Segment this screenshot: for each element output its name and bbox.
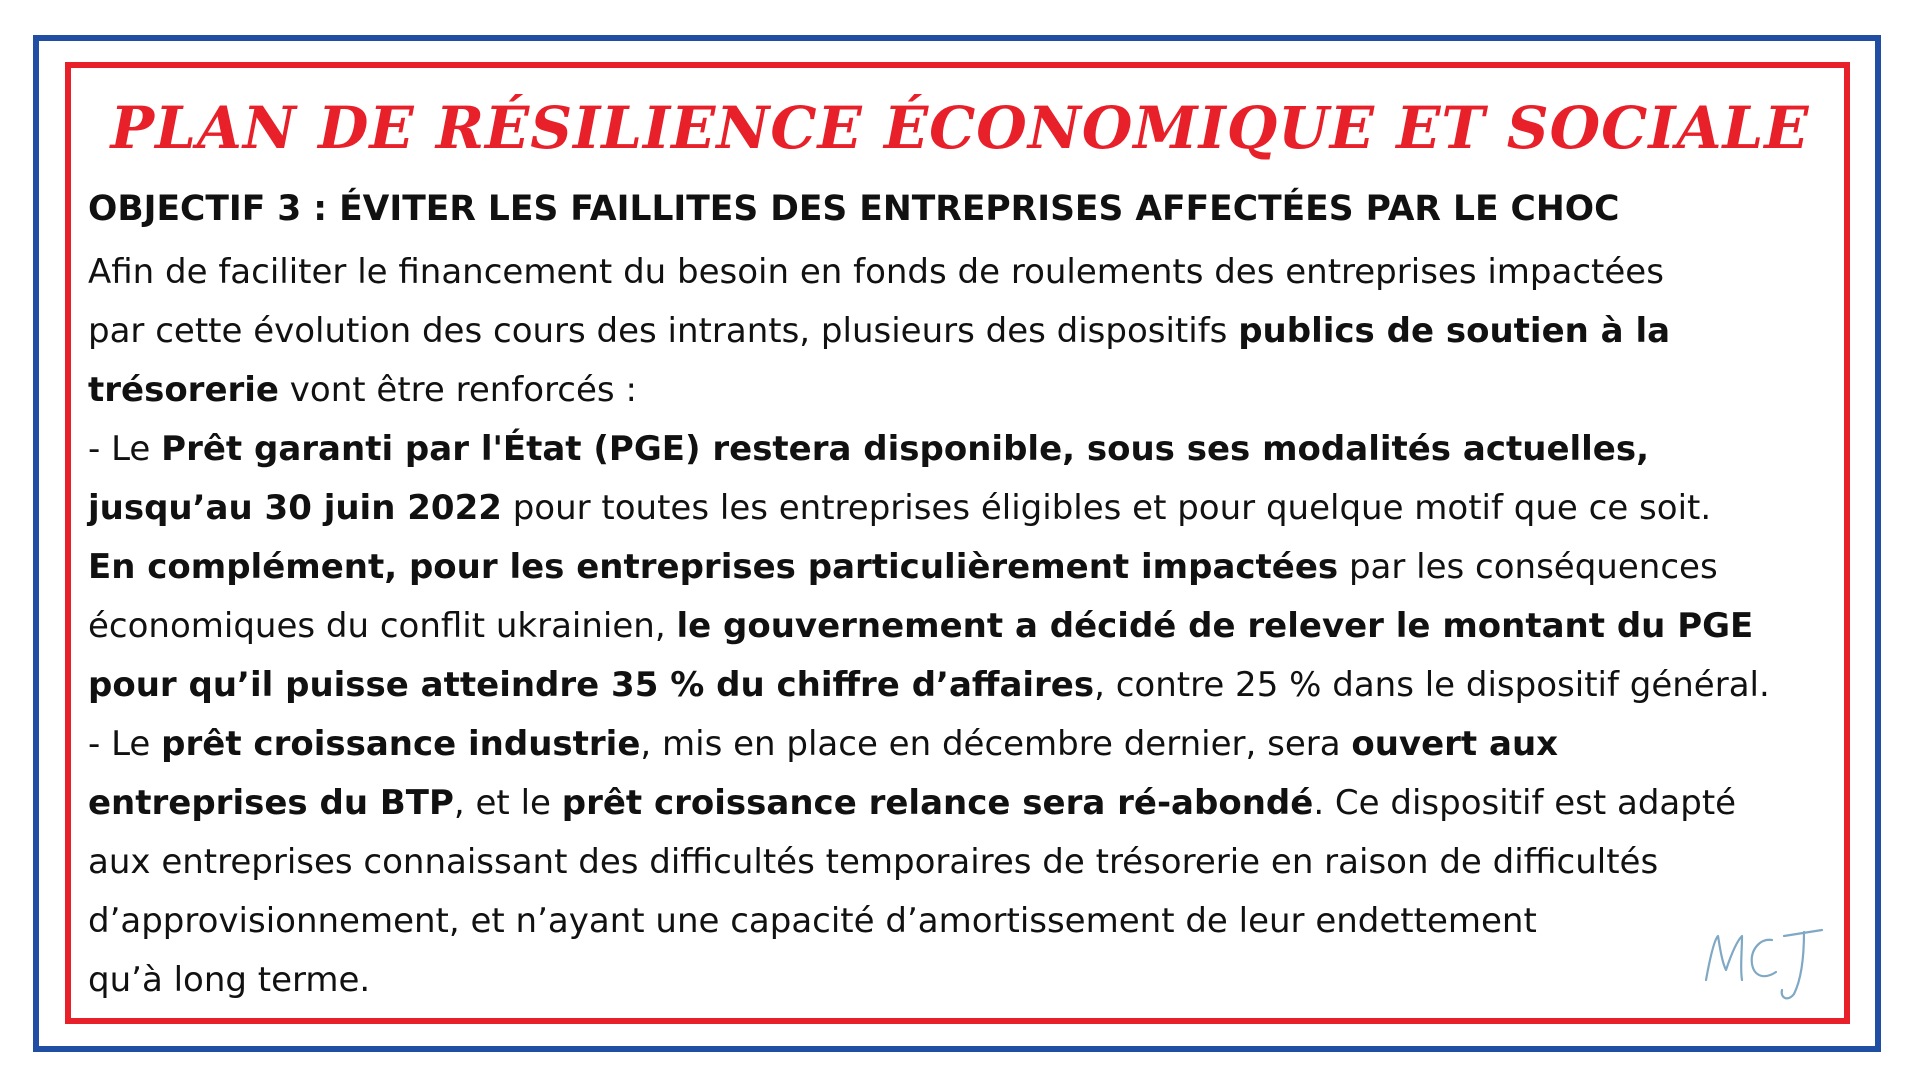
- bold-text: trésorerie: [88, 370, 279, 410]
- body-paragraph: [88, 243, 1858, 1010]
- bold-text: jusqu’au 30 juin 2022: [88, 488, 502, 528]
- plain-text: . Ce dispositif est adapté: [1313, 783, 1737, 823]
- signature-logo: [1700, 918, 1830, 1008]
- text-line: [88, 774, 1858, 833]
- plain-text: d’approvisionnement, et n’ayant une capacité d’amortissement de leur endettement: [88, 901, 1537, 941]
- plain-text: , mis en place en décembre dernier, sera: [640, 724, 1352, 764]
- bold-text: prêt croissance relance sera ré-abondé: [561, 783, 1314, 823]
- plain-text: - Le: [88, 724, 162, 764]
- bold-text: En complément, pour les entreprises particulièrement impactées: [88, 547, 1339, 587]
- text-line: [88, 479, 1858, 538]
- plain-text: par les conséquences: [1338, 547, 1718, 587]
- plain-text: pour toutes les entreprises éligibles et pour quelque motif que ce soit.: [501, 488, 1712, 528]
- bold-text: le gouvernement a décidé de relever le montant du PGE: [676, 606, 1754, 646]
- document-title: PLAN DE RÉSILIENCE ÉCONOMIQUE ET SOCIALE: [110, 94, 1810, 162]
- text-line: [88, 597, 1858, 656]
- bold-text: ouvert aux: [1351, 724, 1559, 764]
- bold-text: publics de soutien à la: [1238, 311, 1671, 351]
- plain-text: économiques du conflit ukrainien,: [88, 606, 677, 646]
- text-line: [88, 538, 1858, 597]
- text-line: [88, 302, 1858, 361]
- signature-text: MCJ: [1763, 1006, 1767, 1007]
- plain-text: aux entreprises connaissant des difficultés temporaires de trésorerie en raison de difficultés: [88, 842, 1659, 882]
- text-line: [88, 892, 1858, 951]
- plain-text: - Le: [88, 429, 162, 469]
- objective-heading: OBJECTIF 3 : ÉVITER LES FAILLITES DES ENTREPRISES AFFECTÉES PAR LE CHOC: [88, 189, 1620, 229]
- bold-text: pour qu’il puisse atteindre 35 % du chiffre d’affaires: [88, 665, 1095, 705]
- text-line: [88, 951, 1858, 1010]
- plain-text: qu’à long terme.: [88, 960, 371, 1000]
- text-line: [88, 656, 1858, 715]
- bold-text: entreprises du BTP: [88, 783, 454, 823]
- text-line: [88, 361, 1858, 420]
- plain-text: par cette évolution des cours des intrants, plusieurs des dispositifs: [88, 311, 1239, 351]
- plain-text: , contre 25 % dans le dispositif général.: [1094, 665, 1770, 705]
- text-line: [88, 715, 1858, 774]
- text-line: [88, 833, 1858, 892]
- bold-text: Prêt garanti par l'État (PGE) restera disponible, sous ses modalités actuelles,: [161, 429, 1650, 469]
- bold-text: prêt croissance industrie: [161, 724, 641, 764]
- plain-text: Afin de faciliter le financement du besoin en fonds de roulements des entreprises impactées: [88, 252, 1664, 292]
- text-line: [88, 420, 1858, 479]
- plain-text: , et le: [453, 783, 562, 823]
- text-line: [88, 243, 1858, 302]
- plain-text: vont être renforcés :: [278, 370, 637, 410]
